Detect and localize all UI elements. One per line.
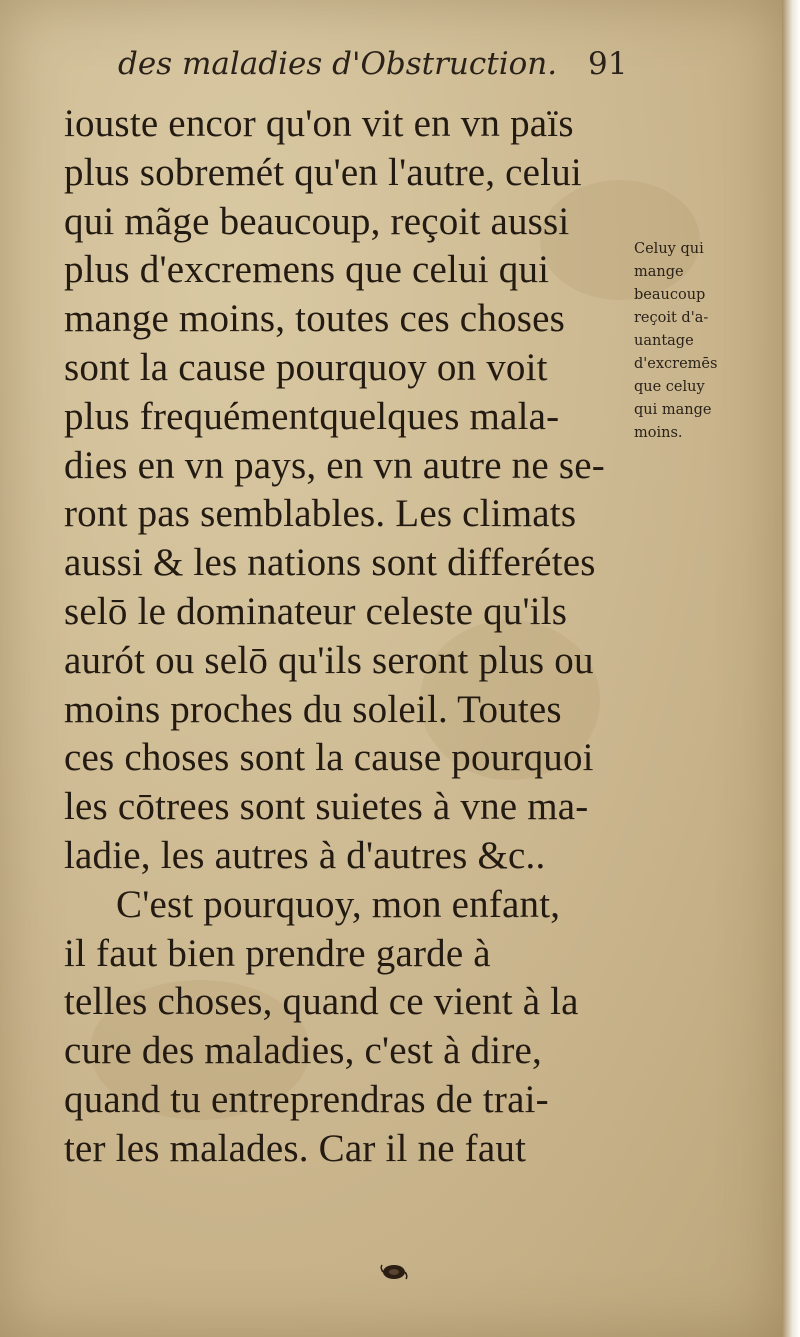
margin-note-line: que celuy xyxy=(634,379,705,395)
margin-note-line: beaucoup xyxy=(634,287,706,303)
text-line: mange moins, toutes ces choses xyxy=(64,297,565,341)
text-line: ter les malades. Car il ne faut xyxy=(64,1126,527,1170)
text-line: il faut bien prendre garde à xyxy=(64,931,491,975)
text-line: plus d'excremens que celui qui xyxy=(64,248,550,292)
margin-note-line: Celuy qui xyxy=(634,241,704,257)
fleuron-ornament-icon xyxy=(380,1262,408,1282)
text-line: iouste encor qu'on vit en vn païs xyxy=(64,102,574,145)
text-line: quand tu entreprendras de trai- xyxy=(64,1077,549,1121)
text-line: aussi & les nations sont differétes xyxy=(64,541,596,585)
text-line: selō le dominateur celeste qu'ils xyxy=(64,589,568,633)
text-line: plus sobremét qu'en l'autre, celui xyxy=(64,150,582,194)
running-head-title: des maladies d'Obstruction. xyxy=(118,46,558,82)
body-text xyxy=(64,100,634,1174)
text-line: cure des maladies, c'est à dire, xyxy=(64,1029,542,1073)
text-line: ladie, les autres à d'autres &c.. xyxy=(64,833,546,877)
text-line: aurót ou selō qu'ils seront plus ou xyxy=(64,638,594,682)
margin-note-line: qui mange xyxy=(634,402,712,418)
text-line: ront pas semblables. Les climats xyxy=(64,492,577,536)
running-head xyxy=(118,46,638,102)
margin-note-line: d'excremēs xyxy=(634,356,718,372)
margin-note-line: reçoit d'a- xyxy=(634,310,709,326)
margin-note-line: mange xyxy=(634,264,684,280)
text-line: moins proches du soleil. Toutes xyxy=(64,687,562,731)
margin-note-line: uantage xyxy=(634,333,694,349)
text-line: ces choses sont la cause pourquoi xyxy=(64,736,594,780)
text-line: telles choses, quand ce vient à la xyxy=(64,980,579,1024)
page-edge xyxy=(782,0,800,1337)
text-line: sont la cause pourquoy on voit xyxy=(64,345,548,389)
text-line: dies en vn pays, en vn autre ne se- xyxy=(64,443,605,487)
text-line: qui mãge beaucoup, reçoit aussi xyxy=(64,199,570,243)
page-number: 91 xyxy=(588,46,628,82)
margin-note-line: moins. xyxy=(634,425,683,441)
margin-note xyxy=(634,238,774,445)
text-line: plus frequémentquelques mala- xyxy=(64,394,560,438)
text-line: C'est pourquoy, mon enfant, xyxy=(116,882,561,926)
text-line: les cōtrees sont suietes à vne ma- xyxy=(64,785,589,829)
